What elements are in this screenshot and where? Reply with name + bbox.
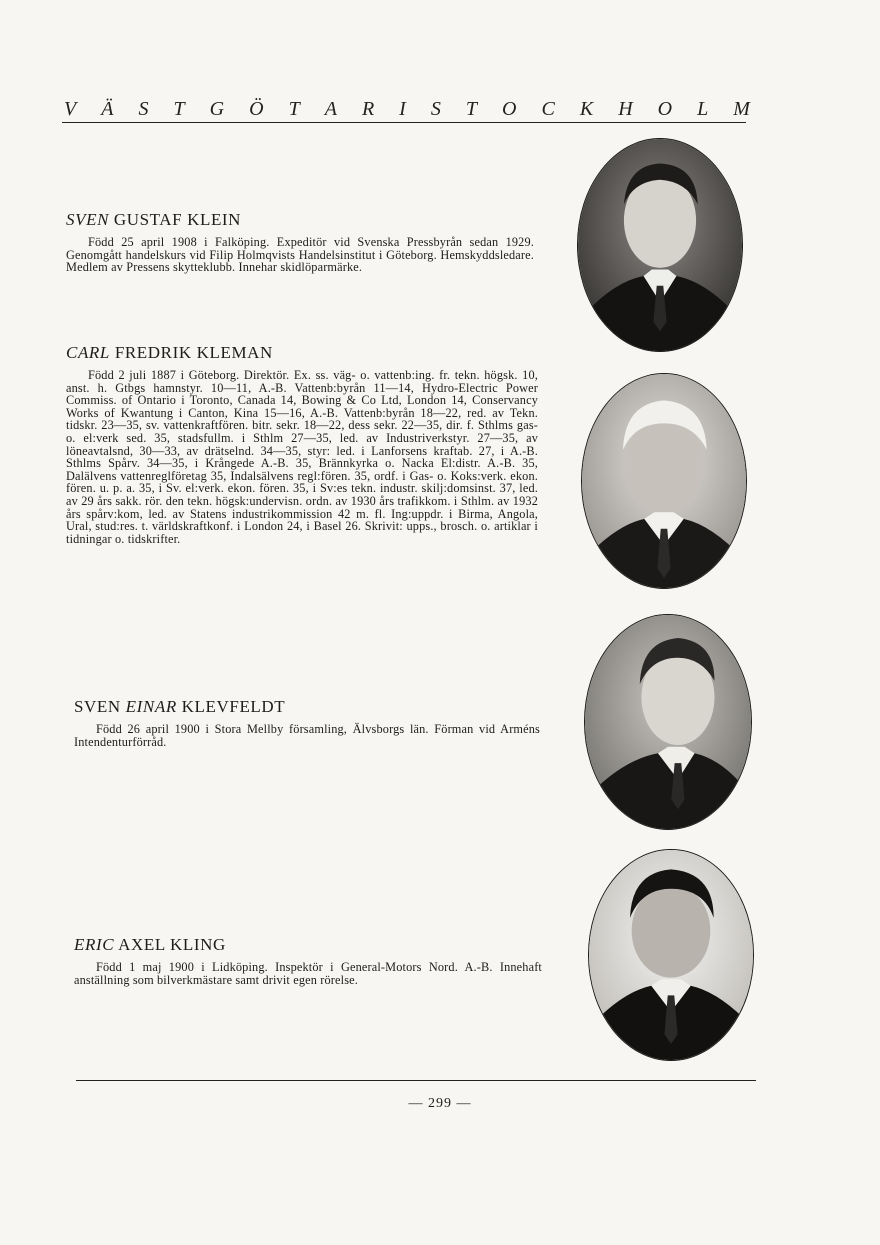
header-letter: O: [657, 98, 673, 120]
header-letter: T: [173, 98, 185, 120]
entry-klein: [66, 210, 534, 274]
header-letter: L: [697, 98, 709, 120]
name-rest: GUSTAF KLEIN: [109, 210, 242, 229]
entry-bio: Född 2 juli 1887 i Göteborg. Direktör. Ex. ss. väg- o. vattenb:ing. fr. tekn. högsk. 10, anst. h. Gtbgs hamnstyr. 10—11, A.-B. Vattenb:byrån 11—14, Hydro-Electric Power Commiss. of Ontario i Toronto, Canada 14, Bowing & Co Ltd, London 14, Conservancy Works of Kwantung i Canton, Kina 15—16, A.-B. Vattenb:byrån 18—22, red. av Tekn. tidskr. 23—35, sv. vattenkraftfören. bitr. sekr. 18—22, dess sekr. 22—35, dir. f. Sthlms gas- o. el:verk sed. 35, stadsfullm. i Sthlm 27—35, led. av Industriverkstyr. 27—35, av löneavtalsnd, 30—33, av drätselnd. 34—35, styr: led. i Lanforsens kraftab. 27, i A.-B. Sthlms Spårv. 34—35, i Krångede A.-B. 35, Brännkyrka o. Nacka El:distr. A.-B. 35, Dalälvens vattenreglföretag 35, Indalsälvens regl:fören. 35, ordf. i Gas- o. Koks:verk. ekon. fören. u. p. a. 35, i Sv. el:verk. ekon. fören. 35, i Sv:es tekn. industr. skilj:domsinst. 37, led. av 29 års sakk. rör. den tekn. högsk:undervisn. ordn. av 1930 års trafikkom. i Sthlm. av 1932 års spårv:kom, led. av Statens industrikommission 42 m. fl. Ing:uppdr. i Birma, Angola, Ural, stud:res. t. världskraftkonf. i London 24, i Basel 26. Skrivit: upps., brosch. o. artiklar i tidningar o. tidskrifter.: [66, 368, 538, 546]
header-letter: S: [430, 98, 441, 120]
header-letter: O: [502, 98, 517, 120]
portrait-photo-klevfeldt: [585, 615, 751, 829]
header-letter: C: [541, 98, 555, 120]
header-letter: G: [209, 98, 225, 120]
running-header: [64, 93, 750, 121]
name-rest: FREDRIK KLEMAN: [109, 343, 273, 362]
name-italic: EINAR: [125, 697, 177, 716]
header-letter: V: [64, 98, 77, 120]
name-pre: SVEN: [74, 697, 126, 716]
header-rule: [62, 122, 746, 123]
name-italic: ERIC: [74, 935, 115, 954]
name-rest: KLEVFELDT: [176, 697, 286, 716]
header-letter: A: [324, 98, 337, 120]
header-letter: R: [361, 98, 375, 120]
page-number: — 299 —: [408, 1096, 472, 1111]
portrait-photo-kling: [589, 850, 753, 1060]
portrait-photo-klein: [578, 139, 742, 351]
footer-rule: [76, 1080, 756, 1081]
entry-kling: [74, 935, 542, 986]
entry-name: [74, 697, 540, 717]
header-letter: I: [399, 98, 406, 120]
name-italic: CARL: [66, 343, 110, 362]
entry-name: [66, 210, 534, 230]
header-letter: Ä: [101, 98, 114, 120]
name-italic: SVEN: [66, 210, 110, 229]
header-letter: S: [138, 98, 149, 120]
entry-bio: Född 1 maj 1900 i Lidköping. Inspektör i General-Motors Nord. A.-B. Innehaft anställning som bilverkmästare samt drivit egen rörelse.: [74, 960, 542, 987]
header-letter: K: [579, 98, 594, 120]
header-letter: Ö: [249, 98, 264, 120]
header-letter: H: [618, 98, 633, 120]
header-letter: T: [465, 98, 477, 120]
entry-name: [74, 935, 542, 955]
header-letter: M: [733, 98, 750, 120]
entry-bio: Född 26 april 1900 i Stora Mellby församling, Älvsborgs län. Förman vid Arméns Intendenturförråd.: [74, 722, 540, 749]
entry-bio: Född 25 april 1908 i Falköping. Expeditör vid Svenska Pressbyrån sedan 1929. Genomgått handelskurs vid Filip Holmqvists Handelsinstitut i Göteborg. Hemskyddsledare. Medlem av Pressens skytteklubb. Innehar skidlöparmärke.: [66, 235, 534, 275]
entry-kleman: [66, 343, 538, 545]
portrait-photo-kleman: [582, 374, 746, 588]
header-letter: T: [288, 98, 300, 120]
entry-klevfeldt: [74, 697, 540, 748]
name-rest: AXEL KLING: [114, 935, 226, 954]
entry-name: [66, 343, 538, 363]
